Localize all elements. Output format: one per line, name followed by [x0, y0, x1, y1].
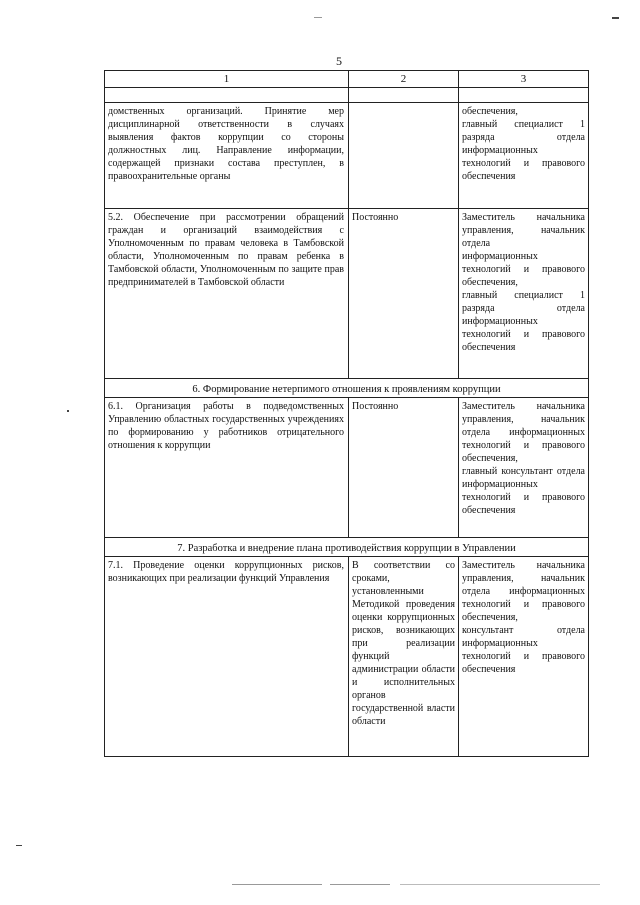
scan-mark-top [314, 17, 322, 18]
column-number-row [105, 71, 589, 88]
section-6-title: 6. Формирование нетерпимого отношения к проявлениям коррупции [105, 379, 589, 398]
scan-mark-bottom [232, 884, 322, 885]
scan-mark-bottom [330, 884, 390, 885]
column-number-2: 2 [349, 71, 459, 88]
spacer-row [105, 88, 589, 103]
column-number-3: 3 [459, 71, 589, 88]
deadline-cell: В соответствии со сроками, установленными Методикой проведения оценки коррупционных рисков, возникающих при реализации функций администрации области и исполнительных органов государственной власти области [349, 557, 459, 757]
scan-mark-top-right [612, 17, 619, 19]
responsible-cell: Заместитель начальника управления, начальник отдела информационных технологий и правового обеспечения, главный специалист 1 разряда отдела информационных технологий и правового обеспечения [459, 209, 589, 379]
deadline-cell: Постоянно [349, 398, 459, 538]
task-cell: домственных организаций. Принятие мер дисциплинарной ответственности в случаях выявления фактов коррупции со стороны должностных лиц. Направление информации, содержащей признаки состава преступлен, в правоохранительные органы [105, 103, 349, 209]
section-7-title: 7. Разработка и внедрение плана противодействия коррупции в Управлении [105, 538, 589, 557]
table-row [105, 398, 589, 538]
task-cell: 6.1. Организация работы в подведомственных Управлению областных государственных учреждениях по формированию у работников отрицательного отношения к коррупции [105, 398, 349, 538]
task-cell: 7.1. Проведение оценки коррупционных рисков, возникающих при реализации функций Управления [105, 557, 349, 757]
deadline-cell: Постоянно [349, 209, 459, 379]
section-heading-row [105, 379, 589, 398]
scan-mark-bottom [400, 884, 600, 885]
table-row [105, 209, 589, 379]
plan-table [104, 70, 589, 757]
responsible-cell: обеспечения, главный специалист 1 разряда отдела информационных технологий и правового обеспечения [459, 103, 589, 209]
deadline-cell [349, 103, 459, 209]
section-heading-row [105, 538, 589, 557]
table-row [105, 103, 589, 209]
task-cell: 5.2. Обеспечение при рассмотрении обращений граждан и организаций взаимодействия с Уполномоченным по правам человека в Тамбовской области, Уполномоченным по правам ребенка в Тамбовской области, Уполномоченным по защите прав предпринимателей в Тамбовской области [105, 209, 349, 379]
scan-mark-left [67, 410, 69, 412]
responsible-cell: Заместитель начальника управления, начальник отдела информационных технологий и правового обеспечения, консультант отдела информационных технологий и правового обеспечения [459, 557, 589, 757]
page-number: 5 [336, 54, 342, 68]
table-row [105, 557, 589, 757]
scan-mark-bottom-left [16, 845, 22, 846]
column-number-1: 1 [105, 71, 349, 88]
responsible-cell: Заместитель начальника управления, начальник отдела информационных технологий и правового обеспечения, главный консультант отдела информационных технологий и правового обеспечения [459, 398, 589, 538]
